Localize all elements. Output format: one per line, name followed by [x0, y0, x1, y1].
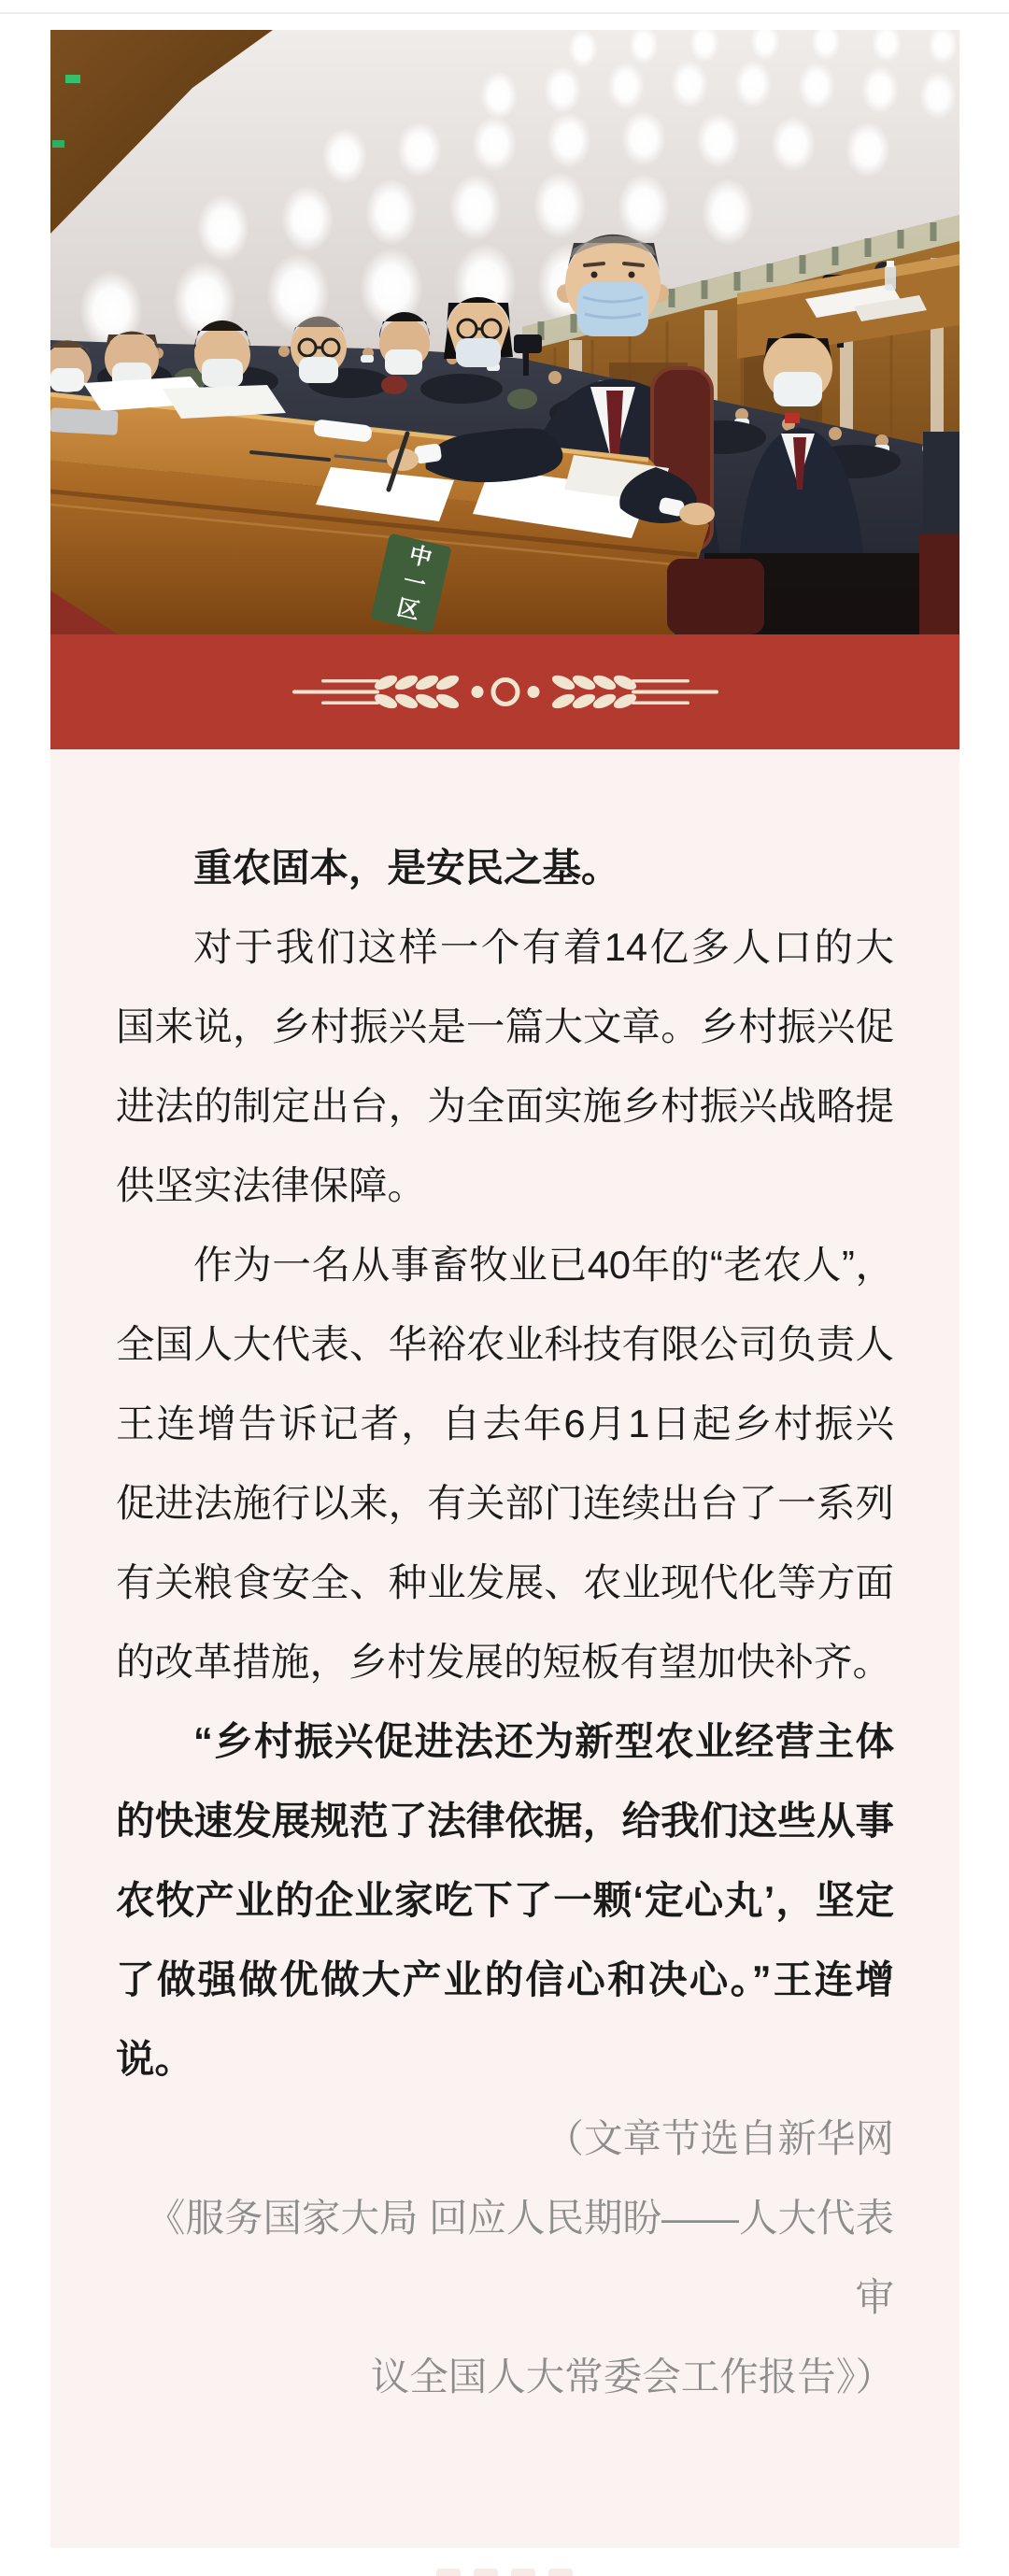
page-bottom-ornament-hint: [0, 2569, 1009, 2576]
congress-photo[interactable]: [50, 30, 959, 634]
attribution-line: 议全国人大常委会工作报告》）: [370, 2355, 894, 2398]
congress-photo-art: [50, 30, 959, 634]
paragraph-heading: 重农固本，是安民之基。: [193, 846, 620, 890]
article-card: [50, 30, 959, 2548]
paragraph: 对于我们这样一个有着14亿多人口的大国来说，乡村振兴是一篇大文章。乡村振兴促进法的制定出台，为全面实施乡村振兴战略提供坚实法律保障。: [116, 925, 894, 1207]
top-divider: [0, 12, 1009, 14]
section-divider: [50, 634, 959, 749]
paragraph-quote: “乡村振兴促进法还为新型农业经营主体的快速发展规范了法律依据，给我们这些从事农牧产业的企业家吃下了一颗‘定心丸’，坚定了做强做优做大产业的信心和决心。”王连增说。: [116, 1719, 894, 2081]
article-body: [50, 749, 959, 2548]
attribution-line: 《服务国家大局 回应人民期盼——人大代表审: [146, 2196, 894, 2319]
paragraph: 作为一名从事畜牧业已40年的“老农人”，全国人大代表、华裕农业科技有限公司负责人王连增告诉记者，自去年6月1日起乡村振兴促进法施行以来，有关部门连续出台了一系列有关粮食安全、种业发展、农业现代化等方面的改革措施，乡村发展的短板有望加快补齐。: [116, 1243, 894, 1684]
attribution-line: （文章节选自新华网: [545, 2116, 894, 2160]
desk-zone-sign-label: 中一区: [390, 540, 433, 626]
wheat-ornament-icon: [291, 672, 720, 713]
